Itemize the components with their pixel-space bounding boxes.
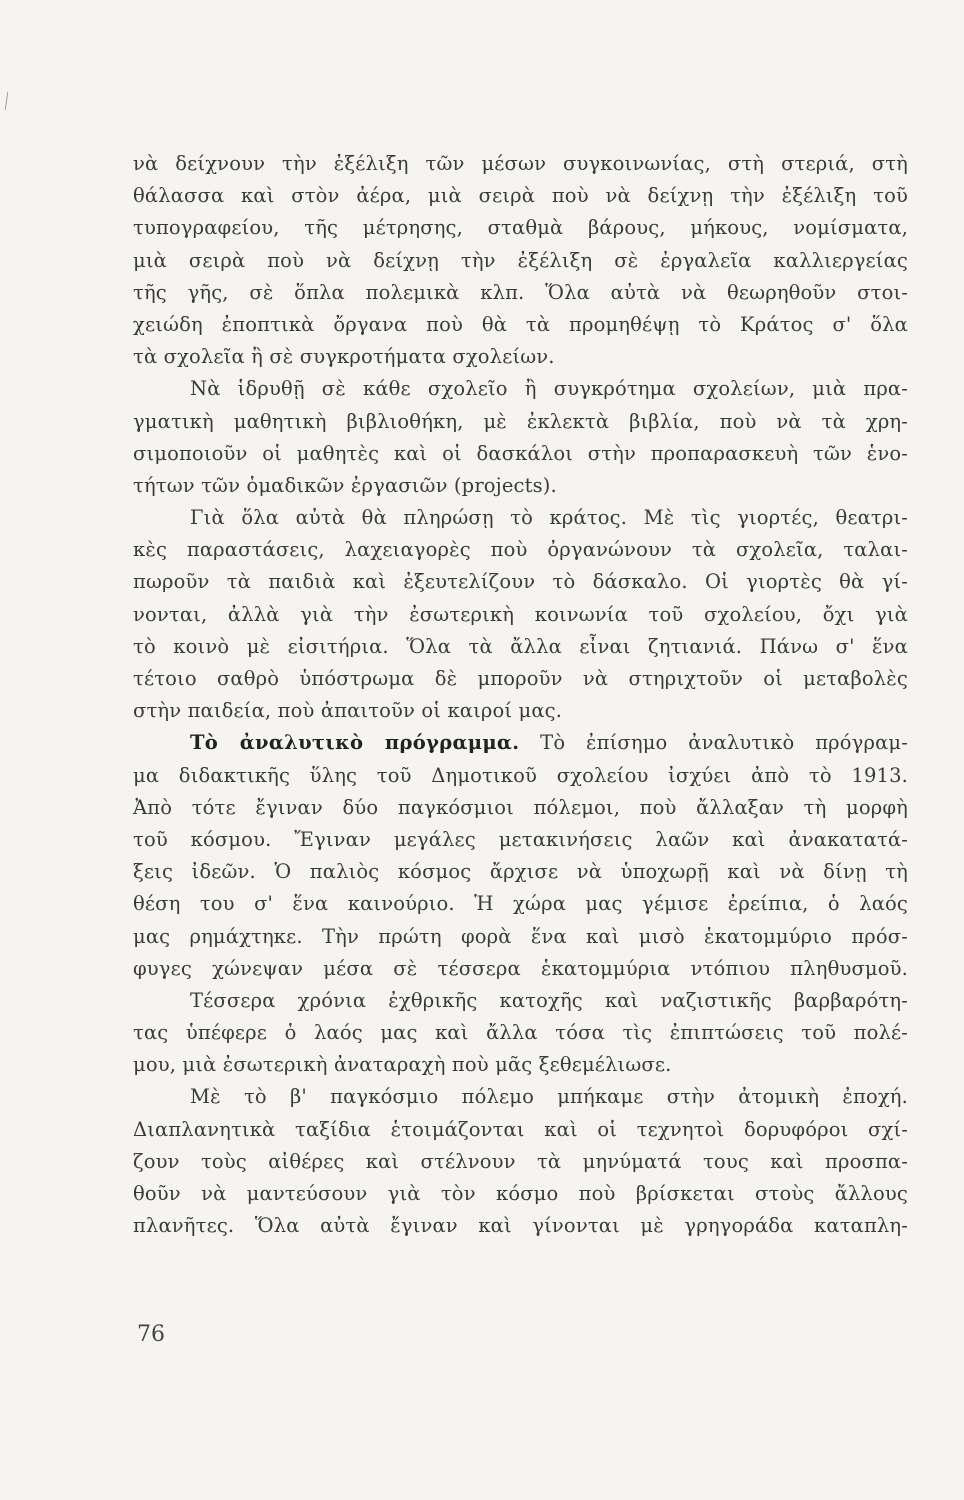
text-line: θοῦν νὰ μαντεύσουν γιὰ τὸν κόσμο ποὺ βρίσκεται στοὺς ἄλλους <box>133 1182 908 1205</box>
text-line: τὰ σχολεῖα ἢ σὲ συγκροτήματα σχολείων. <box>133 345 555 369</box>
text-line-rest: Τὸ ἐπίσημο ἀναλυτικὸ πρόγραμ- <box>519 731 908 755</box>
text-line: Τέσσερα χρόνια ἐχθρικῆς κατοχῆς καὶ ναζιστικῆς βαρβαρότη- <box>190 988 908 1012</box>
text-line: σιμοποιοῦν οἱ μαθητὲς καὶ οἱ δασκάλοι στὴν προπαρασκευὴ τῶν ἑνο- <box>133 441 908 465</box>
text-line: μας ρημάχτηκε. Τὴν πρώτη φορὰ ἕνα καὶ μισὸ ἑκατομμύριο πρόσ- <box>133 924 908 948</box>
text-line: τοῦ κόσμου. Ἔγιναν μεγάλες μετακινήσεις λαῶν καὶ ἀνακατατά- <box>133 827 908 851</box>
text-line: Γιὰ ὅλα αὐτὰ θὰ πληρώσῃ τὸ κράτος. Μὲ τὶς γιορτές, θεατρι- <box>190 506 908 530</box>
text-line: ζουν τοὺς αἰθέρες καὶ στέλνουν τὰ μηνύματά τους καὶ προσπα- <box>133 1149 908 1173</box>
text-line: θάλασσα καὶ στὸν ἀέρα, μιὰ σειρὰ ποὺ νὰ δείχνῃ τὴν ἐξέλιξη τοῦ <box>133 184 908 208</box>
text-line: μιὰ σειρὰ ποὺ νὰ δείχνῃ τὴν ἐξέλιξη σὲ ἐργαλεῖα καλλιεργείας <box>133 248 908 272</box>
text-line: τυπογραφείου, τῆς μέτρησης, σταθμὰ βάρους, μήκους, νομίσματα, <box>133 216 908 240</box>
stray-ink-mark <box>5 92 8 110</box>
body-text <box>133 148 908 1242</box>
text-line: τέτοιο σαθρὸ ὑπόστρωμα δὲ μποροῦν νὰ στηριχτοῦν οἱ μεταβολὲς <box>133 667 908 690</box>
text-line: τῆς γῆς, σὲ ὅπλα πολεμικὰ κλπ. Ὅλα αὐτὰ νὰ θεωρηθοῦν στοι- <box>133 280 908 304</box>
page-number: 76 <box>137 1322 165 1347</box>
text-line: Μὲ τὸ β' παγκόσμιο πόλεμο μπήκαμε στὴν ἀτομικὴ ἐποχή. <box>190 1085 908 1109</box>
text-line: πωροῦν τὰ παιδιὰ καὶ ἐξευτελίζουν τὸ δάσκαλο. Οἱ γιορτὲς θὰ γί- <box>133 570 908 594</box>
text-line: στὴν παιδεία, ποὺ ἀπαιτοῦν οἱ καιροί μας. <box>133 699 563 723</box>
text-line: Διαπλανητικὰ ταξίδια ἑτοιμάζονται καὶ οἱ τεχνητοὶ δορυφόροι σχί- <box>133 1117 908 1141</box>
text-line: τας ὑπέφερε ὁ λαός μας καὶ ἄλλα τόσα τὶς ἐπιπτώσεις τοῦ πολέ- <box>133 1021 908 1045</box>
text-line: γματικὴ μαθητικὴ βιβλιοθήκη, μὲ ἐκλεκτὰ βιβλία, ποὺ νὰ τὰ χρη- <box>133 409 908 433</box>
text-line: θέση του σ' ἕνα καινούριο. Ἡ χώρα μας γέμισε ἐρείπια, ὁ λαός <box>133 892 908 916</box>
text-line: τήτων τῶν ὁμαδικῶν ἐργασιῶν (projects). <box>133 473 557 497</box>
text-line: τὸ κοινὸ μὲ εἰσιτήρια. Ὅλα τὰ ἄλλα εἶναι ζητιανιά. Πάνω σ' ἕνα <box>133 634 908 658</box>
text-line: χειώδη ἐποπτικὰ ὄργανα ποὺ θὰ τὰ προμηθέψῃ τὸ Κράτος σ' ὅλα <box>133 312 908 336</box>
section-heading: Τὸ ἀναλυτικὸ πρόγραμμα. <box>190 731 520 755</box>
text-line: μου, μιὰ ἐσωτερικὴ ἀναταραχὴ ποὺ μᾶς ξεθεμέλιωσε. <box>133 1053 672 1077</box>
section-heading-line <box>133 727 908 759</box>
text-line: ξεις ἰδεῶν. Ὁ παλιὸς κόσμος ἄρχισε νὰ ὑποχωρῇ καὶ νὰ δίνῃ τὴ <box>133 860 908 884</box>
text-line: νὰ δείχνουν τὴν ἐξέλιξη τῶν μέσων συγκοινωνίας, στὴ στεριά, στὴ <box>133 152 908 175</box>
text-line: νονται, ἀλλὰ γιὰ τὴν ἐσωτερικὴ κοινωνία τοῦ σχολείου, ὄχι γιὰ <box>133 602 908 626</box>
text-line: μα διδακτικῆς ὕλης τοῦ Δημοτικοῦ σχολείου ἰσχύει ἀπὸ τὸ 1913. <box>133 763 908 787</box>
text-line: πλανῆτες. Ὅλα αὐτὰ ἔγιναν καὶ γίνονται μὲ γρηγοράδα καταπλη- <box>133 1214 908 1238</box>
text-line: Νὰ ἱδρυθῇ σὲ κάθε σχολεῖο ἢ συγκρότημα σχολείων, μιὰ πρα- <box>190 377 908 401</box>
text-line: φυγες χώνεψαν μέσα σὲ τέσσερα ἑκατομμύρια ντόπιου πληθυσμοῦ. <box>133 956 908 980</box>
text-line: κὲς παραστάσεις, λαχειαγορὲς ποὺ ὀργανώνουν τὰ σχολεῖα, ταλαι- <box>133 538 908 562</box>
text-line: Ἀπὸ τότε ἔγιναν δύο παγκόσμιοι πόλεμοι, ποὺ ἄλλαξαν τὴ μορφὴ <box>133 795 908 819</box>
